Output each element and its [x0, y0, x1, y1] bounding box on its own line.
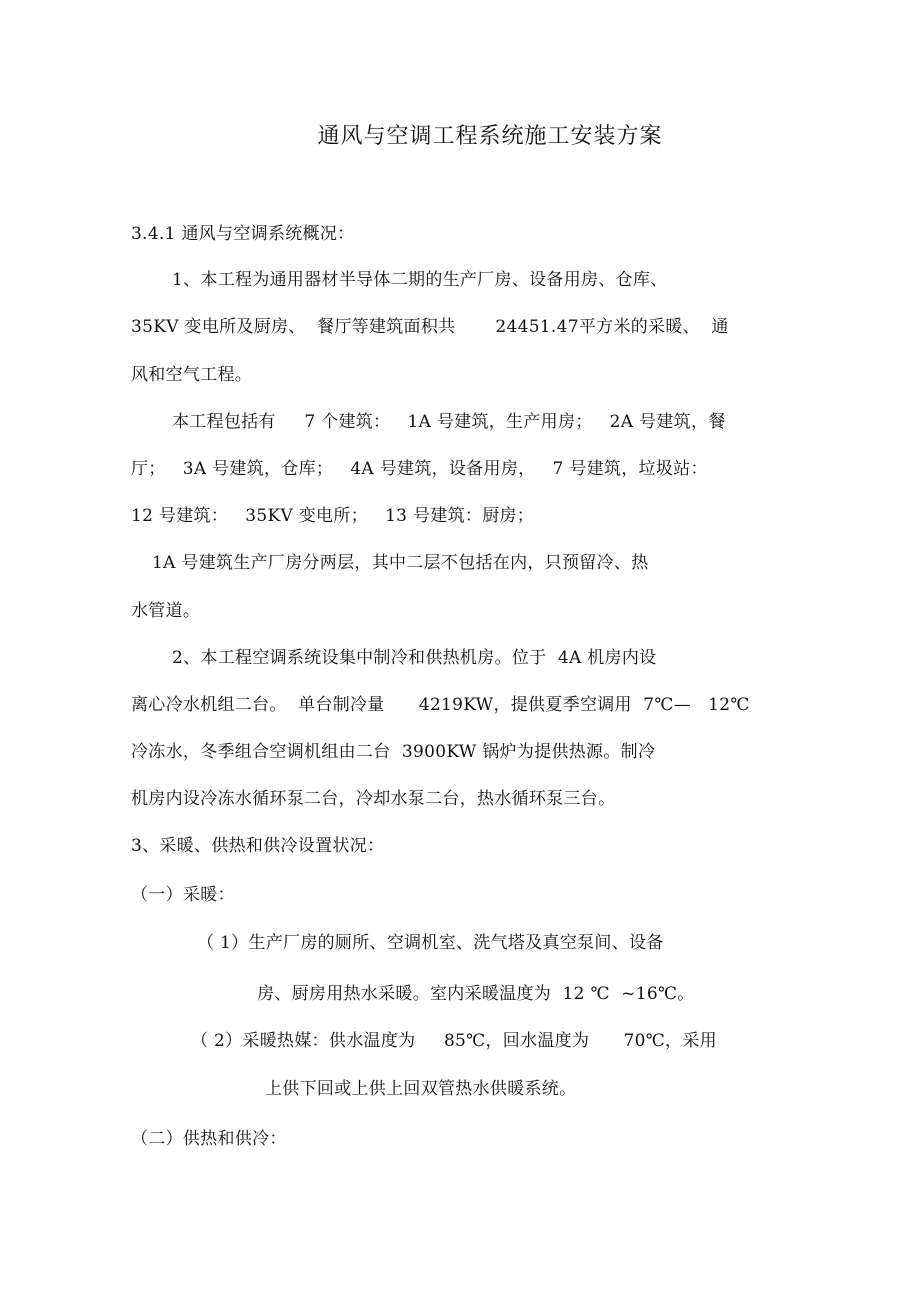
paragraph-line: 1、本工程为通用器材半导体二期的生产厂房、设备用房、仓库、 [172, 270, 668, 290]
list-item: （ 1）生产厂房的厕所、空调机室、洗气塔及真空泵间、设备 [197, 933, 664, 953]
paragraph-line: 水管道。 [131, 601, 201, 621]
paragraph-line: 厅； 3A 号建筑，仓库； 4A 号建筑，设备用房， 7 号建筑，垃圾站： [131, 459, 708, 479]
section-heading: 3.4.1 通风与空调系统概况： [131, 224, 355, 244]
paragraph-line: 2、本工程空调系统设集中制冷和供热机房。位于 4A 机房内设 [172, 648, 657, 668]
paragraph-line: 35KV 变电所及厨房、 餐厅等建筑面积共 24451.47平方米的采暖、 通 [131, 317, 729, 337]
paragraph-line: 本工程包括有 7 个建筑： 1A 号建筑，生产用房； 2A 号建筑，餐 [172, 412, 726, 432]
subsection-heading: （二）供热和供冷： [131, 1129, 287, 1149]
paragraph-line: 机房内设冷冻水循环泵二台，冷却水泵二台，热水循环泵三台。 [131, 789, 616, 809]
subsection-heading: （一）采暖： [131, 885, 235, 905]
list-item: （ 2）采暖热媒：供水温度为 85℃，回水温度为 70℃，采用 [191, 1031, 717, 1051]
section-heading: 3、采暖、供热和供冷设置状况： [131, 836, 385, 856]
list-item-continuation: 房、厨房用热水采暖。室内采暖温度为 12 ℃ ~16℃。 [257, 984, 695, 1004]
paragraph-line: 离心冷水机组二台。 单台制冷量 4219KW，提供夏季空调用 7℃— 12℃ [131, 695, 750, 715]
list-item-continuation: 上供下回或上供上回双管热水供暖系统。 [265, 1079, 577, 1099]
paragraph-line: 风和空气工程。 [131, 365, 253, 385]
paragraph-line: 1A 号建筑生产厂房分两层，其中二层不包括在内，只预留冷、热 [152, 553, 649, 573]
paragraph-line: 冷冻水，冬季组合空调机组由二台 3900KW 锅炉为提供热源。制冷 [131, 742, 656, 762]
document-title: 通风与空调工程系统施工安装方案 [317, 124, 663, 149]
paragraph-line: 12 号建筑： 35KV 变电所； 13 号建筑：厨房； [131, 506, 535, 526]
